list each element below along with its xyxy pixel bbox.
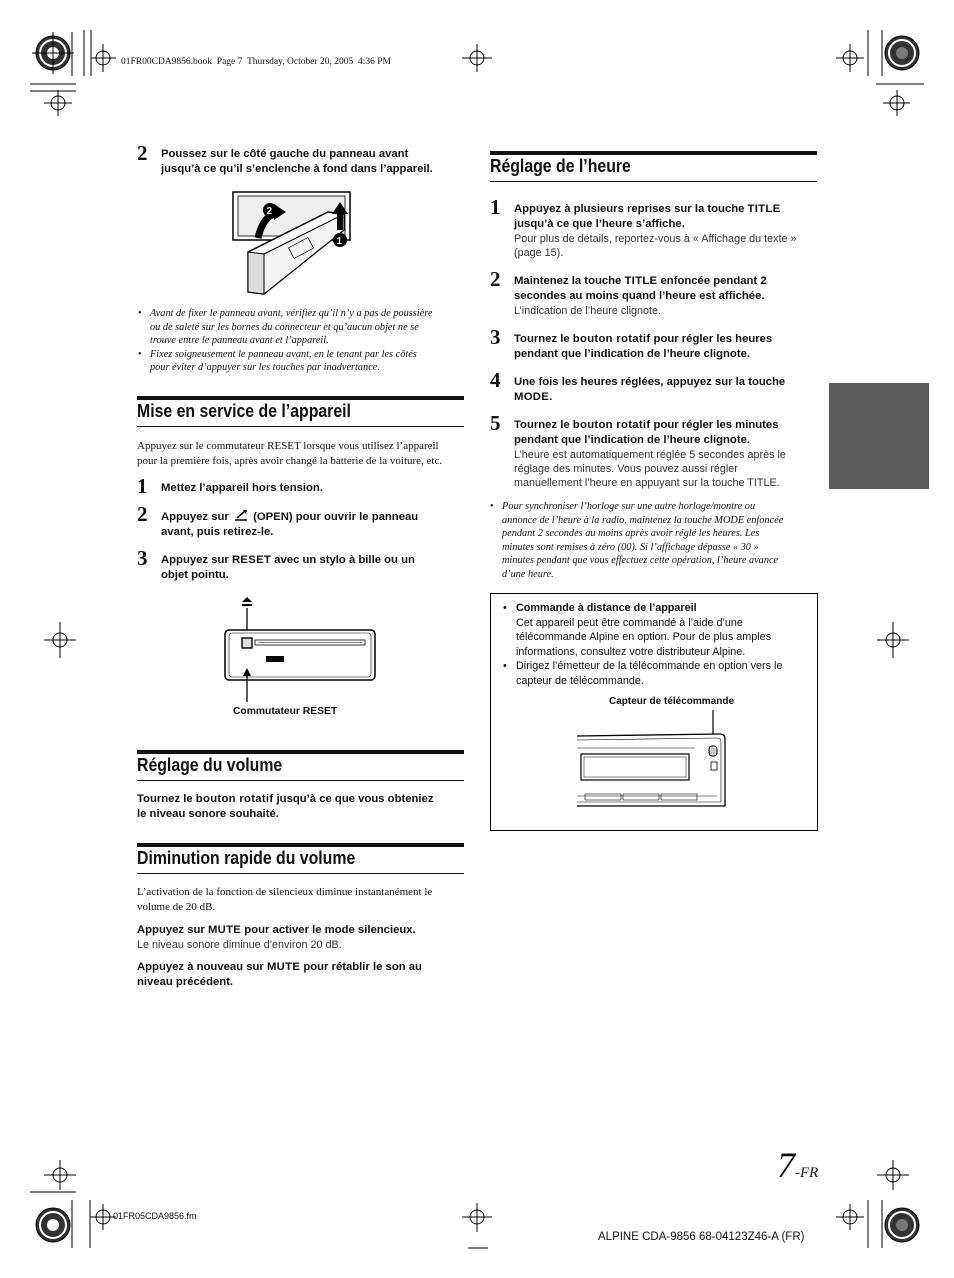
svg-text:1: 1 bbox=[336, 236, 343, 247]
section-title: Réglage de l’heure bbox=[490, 156, 631, 176]
step-number: 5 bbox=[490, 411, 501, 435]
front-panel-illustration bbox=[230, 190, 360, 300]
mute-instruction: Appuyez sur MUTE pour activer le mode silencieux. Le niveau sonore diminue d’environ 20 dB. bbox=[137, 924, 416, 951]
step-text: Maintenez la touche TITLE enfoncée pendant 2 secondes au moins quand l’heure est affichée. L’indication de l’heure clignote. bbox=[514, 275, 767, 317]
step-text: Mettez l’appareil hors tension. bbox=[161, 482, 323, 494]
footer-model: ALPINE CDA-9856 68-04123Z46-A (FR) bbox=[598, 1231, 805, 1243]
note-item: • Avant de fixer le panneau avant, vérifiez qu’il n’y a pas de poussière ou de saleté sur les bornes du connecteur et qu’aucun objet ne se trouve entre le panneau avant et l’appareil. bbox=[138, 308, 433, 347]
section-rule bbox=[137, 396, 464, 400]
section-title: Diminution rapide du volume bbox=[137, 848, 356, 868]
section-intro: Appuyez sur le commutateur RESET lorsque vous utilisez l’appareil pour la première fois, après avoir changé la batterie de la voiture, etc. bbox=[137, 440, 443, 467]
step-text: Poussez sur le côté gauche du panneau avant jusqu’à ce qu’il s’enclenche à fond dans l’appareil. bbox=[161, 148, 433, 175]
remote-info-list bbox=[503, 601, 808, 688]
reset-switch-illustration bbox=[220, 596, 380, 706]
volume-instruction: Tournez le bouton rotatif jusqu’à ce que vous obteniez le niveau sonore souhaité. bbox=[137, 793, 434, 820]
reset-caption: Commutateur RESET bbox=[233, 706, 338, 717]
section-rule bbox=[137, 843, 464, 847]
step-number: 2 bbox=[490, 267, 501, 291]
section-rule bbox=[137, 873, 464, 874]
step-text: Tournez le bouton rotatif pour régler les minutes pendant que l’indication de l’heure clignote. L’heure est automatiquement réglée 5 secondes après le réglage des minutes. Vous pouvez aussi régler manuellement l’heure en appuyant sur la touche TITLE. bbox=[514, 419, 786, 489]
step-text: Une fois les heures réglées, appuyez sur la touche MODE. bbox=[514, 376, 786, 403]
step-text: Appuyez à plusieurs reprises sur la touche TITLE jusqu’à ce que l’heure s’affiche. Pour plus de détails, reportez-vous à « Affichage du texte » (page 15). bbox=[514, 203, 797, 259]
step-number: 1 bbox=[137, 474, 148, 498]
remote-info-item: • Commande à distance de l’appareil Cet appareil peut être commandé à l’aide d’une télécommande Alpine en option. Pour de plus amples informations, consultez votre distributeur Alpine. bbox=[503, 602, 772, 658]
step-number: 1 bbox=[490, 195, 501, 219]
section-rule bbox=[490, 181, 817, 182]
step-number: 2 bbox=[137, 141, 148, 165]
remote-info-item: • Dirigez l’émetteur de la télécommande en option vers le capteur de télécommande. bbox=[503, 660, 783, 687]
section-rule bbox=[490, 151, 817, 155]
section-intro: L’activation de la fonction de silencieux diminue instantanément le volume de 20 dB. bbox=[137, 886, 433, 913]
section-tab bbox=[829, 383, 929, 489]
notes-list bbox=[138, 307, 470, 375]
section-title: Mise en service de l’appareil bbox=[137, 401, 351, 421]
step-text: Appuyez sur (OPEN) pour ouvrir le panneau avant, puis retirez-le. bbox=[161, 511, 419, 538]
step-number: 4 bbox=[490, 368, 501, 392]
clock-note: • Pour synchroniser l’horloge sur une autre horloge/montre ou annonce de l’heure à la radio, maintenez la touche MODE enfoncée pendant 2 secondes au moins après avoir réglé les heures. Les minutes sont remises à zéro (00). Si l’affichage dépasse « 30 » minutes pendant que vous effectuez cette opération, l’heure avance d’une heure. bbox=[490, 501, 784, 580]
note-item: • Fixez soigneusement le panneau avant, en le tenant par les côtés pour éviter d’appuyer sur les touches par inadvertance. bbox=[138, 348, 417, 374]
footer-file: 01FR05CDA9856.fm bbox=[113, 1211, 197, 1221]
step-text: Tournez le bouton rotatif pour régler les heures pendant que l’indication de l’heure clignote. bbox=[514, 333, 773, 360]
section-rule bbox=[137, 750, 464, 754]
file-info: 01FR00CDA9856.book Page 7 Thursday, October 20, 2005 4:36 PM bbox=[121, 57, 391, 67]
page-number: 7-FR bbox=[777, 1145, 819, 1185]
sensor-caption: Capteur de télécommande bbox=[609, 696, 735, 707]
step-number: 3 bbox=[137, 546, 148, 570]
step-number: 2 bbox=[137, 502, 148, 526]
section-rule bbox=[137, 426, 464, 427]
section-rule bbox=[137, 780, 464, 781]
svg-text:2: 2 bbox=[266, 206, 273, 217]
remote-sensor-illustration bbox=[575, 708, 730, 810]
step-number: 3 bbox=[490, 325, 501, 349]
section-title: Réglage du volume bbox=[137, 755, 283, 775]
step-text: Appuyez sur RESET avec un stylo à bille ou un objet pointu. bbox=[161, 554, 415, 581]
unmute-instruction: Appuyez à nouveau sur MUTE pour rétablir le son au niveau précédent. bbox=[137, 961, 422, 988]
open-icon bbox=[234, 509, 248, 521]
